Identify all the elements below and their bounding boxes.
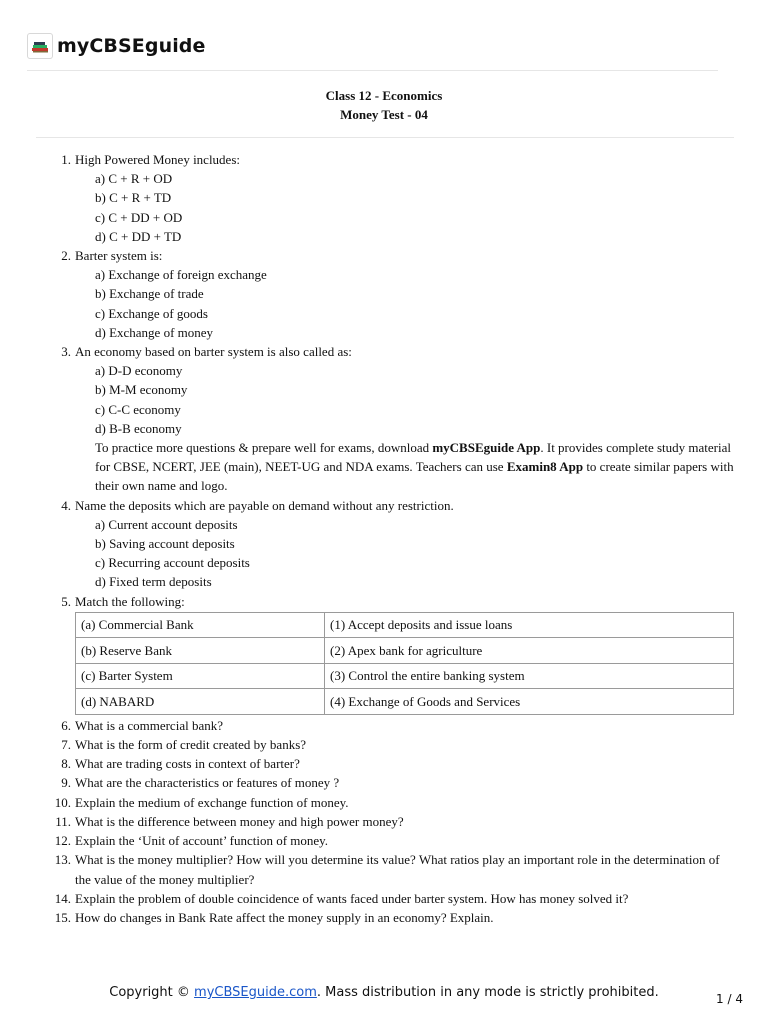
table-cell: (a) Commercial Bank: [76, 612, 325, 638]
question-text: What is a commercial bank?: [75, 717, 223, 733]
site-link[interactable]: myCBSEguide.com: [194, 985, 317, 1000]
question-4: 4. Name the deposits which are payable on demand without any restriction. a) Current account deposits b) Saving account deposits c) Recurring account deposits d) Fixed term deposits: [49, 496, 734, 592]
option: c) C-C economy: [95, 401, 181, 417]
table-row: [76, 689, 734, 715]
option: b) M-M economy: [95, 382, 188, 398]
page-number: 1 / 4: [716, 992, 743, 1006]
question-5: 5. Match the following:: [61, 593, 185, 609]
question-11: 11. What is the difference between money and high power money?: [55, 813, 404, 829]
question-text: What is the form of credit created by banks?: [75, 737, 307, 753]
question-7: 7. What is the form of credit created by banks?: [61, 737, 307, 753]
question-15: 15. How do changes in Bank Rate affect the money supply in an economy? Explain.: [54, 909, 494, 925]
question-text: Explain the medium of exchange function of money.: [75, 794, 349, 810]
question-text: What are trading costs in context of barter?: [75, 756, 300, 772]
option: a) C + R + OD: [95, 171, 173, 187]
app-name: myCBSEguide App: [432, 440, 541, 456]
table-row: [76, 638, 734, 664]
question-2: 2. Barter system is: a) Exchange of foreign exchange b) Exchange of trade c) Exchange of goods d) Exchange of money: [49, 246, 734, 342]
option: d) Exchange of money: [95, 324, 214, 340]
option: a) Exchange of foreign exchange: [95, 267, 267, 283]
question-text: Match the following:: [75, 593, 185, 609]
match-table: [75, 612, 734, 715]
table-cell: (b) Reserve Bank: [76, 638, 325, 664]
copyright-footer: Copyright © myCBSEguide.com. Mass distribution in any mode is strictly prohibited.: [109, 985, 659, 1000]
option: a) D-D economy: [95, 363, 183, 379]
question-8: 8. What are trading costs in context of barter?: [61, 756, 300, 772]
question-3: 3. An economy based on barter system is also called as: a) D-D economy b) M-M economy c) C-C economy d) B-B economy To practice more questions & prepare well for exams, download myCBSEguide App. It provides complete study material for CBSE, NCERT, JEE (main), NEET-UG and NDA exams. Teachers can use Examin8 App to create similar papers with their own name and logo.: [49, 342, 734, 496]
option: a) Current account deposits: [95, 516, 238, 532]
option: c) Exchange of goods: [95, 305, 208, 321]
table-row: [76, 663, 734, 689]
question-text: Explain the problem of double coincidence of wants faced under barter system. How has money solved it?: [75, 890, 629, 906]
option: c) Recurring account deposits: [95, 555, 250, 571]
table-cell: (2) Apex bank for agriculture: [325, 638, 734, 664]
question-text: How do changes in Bank Rate affect the money supply in an economy? Explain.: [75, 909, 494, 925]
question-text: High Powered Money includes:: [75, 152, 241, 167]
question-14: 14. Explain the problem of double coincidence of wants faced under barter system. How has money solved it?: [54, 890, 629, 906]
option: d) Fixed term deposits: [95, 574, 212, 590]
question-text: An economy based on barter system is also called as:: [75, 344, 352, 360]
question-text: Name the deposits which are payable on demand without any restriction.: [75, 497, 454, 513]
question-13: 13. What is the money multiplier? How will you determine its value? What ratios play an important role in the determination of the value of the money multiplier?: [54, 852, 720, 887]
page-title: [0, 86, 768, 124]
brand-name: myCBSEguide: [57, 35, 206, 57]
question-text: What are the characteristics or features of money ?: [75, 775, 340, 791]
question-text: What is the money multiplier? How will you determine its value? What ratios play an important role in the determination of the value of the money multiplier?: [75, 852, 720, 887]
question-10: 10. Explain the medium of exchange function of money.: [54, 794, 349, 810]
option: c) C + DD + OD: [95, 209, 183, 225]
title-divider: [36, 137, 734, 138]
header-divider: [27, 70, 718, 71]
question-1: 1. High Powered Money includes: a) C + R + OD b) C + R + TD c) C + DD + OD d) C + DD + TD: [49, 150, 734, 246]
header: [27, 30, 206, 62]
table-cell: (3) Control the entire banking system: [325, 663, 734, 689]
table-cell: (c) Barter System: [76, 663, 325, 689]
question-6: 6. What is a commercial bank?: [61, 717, 223, 733]
option: d) B-B economy: [95, 420, 182, 436]
question-text: What is the difference between money and high power money?: [75, 813, 404, 829]
class-title: Class 12 - Economics: [325, 88, 443, 103]
examin8-app-name: Examin8 App: [506, 459, 584, 475]
option: b) Exchange of trade: [95, 286, 204, 302]
question-12: 12. Explain the ‘Unit of account’ function of money.: [54, 833, 329, 849]
option: d) C + DD + TD: [95, 228, 182, 244]
question-text: Explain the ‘Unit of account’ function of money.: [75, 833, 329, 849]
question-list: [49, 150, 734, 927]
question-text: Barter system is:: [75, 248, 163, 264]
question-9: 9. What are the characteristics or features of money ?: [61, 775, 340, 791]
books-logo-icon: [27, 33, 53, 59]
table-cell: (1) Accept deposits and issue loans: [325, 612, 734, 638]
option: b) Saving account deposits: [95, 536, 235, 552]
table-cell: (4) Exchange of Goods and Services: [325, 689, 734, 715]
promo-note: To practice more questions & prepare well for exams, download myCBSEguide App. It provides complete study material for CBSE, NCERT, JEE (main), NEET-UG and NDA exams. Teachers can use Examin8 App to create similar papers with their own name and logo.: [95, 440, 734, 494]
table-cell: (d) NABARD: [76, 689, 325, 715]
option: b) C + R + TD: [95, 190, 172, 206]
test-title: Money Test - 04: [340, 107, 428, 122]
table-row: [76, 612, 734, 638]
